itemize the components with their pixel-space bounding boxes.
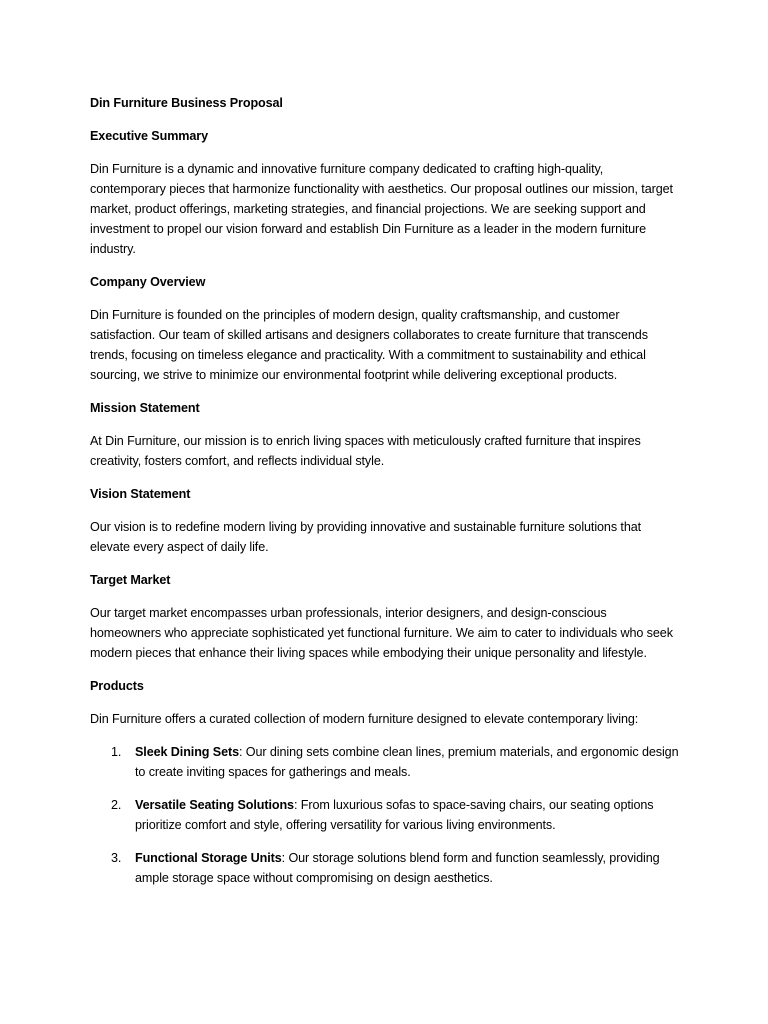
- section-heading-company-overview: Company Overview: [90, 275, 206, 289]
- section-body-products-intro: Din Furniture offers a curated collection of modern furniture designed to elevate contemporary living:: [90, 712, 639, 726]
- section-heading-target-market: Target Market: [90, 573, 171, 587]
- section-body-company-overview: Din Furniture is founded on the principles of modern design, quality craftsmanship, and customer satisfaction. Our team of skilled artisans and designers collaborates to create furniture that transcends trends, focusing on timeless elegance and practicality. With a commitment to sustainability and ethical sourcing, we strive to minimize our environmental footprint while delivering exceptional products.: [90, 308, 648, 382]
- section-body-executive-summary: Din Furniture is a dynamic and innovative furniture company dedicated to crafting high-quality, contemporary pieces that harmonize functionality with aesthetics. Our proposal outlines our mission, target market, product offerings, marketing strategies, and financial projections. We are seeking support and investment to propel our vision forward and establish Din Furniture as a leader in the modern furniture industry.: [90, 162, 673, 256]
- list-item-number: 3.: [111, 851, 122, 865]
- list-item-description: : Our storage solutions blend form and function seamlessly, providing ample storage space without compromising on design aesthetics.: [135, 851, 660, 885]
- list-item-term: Sleek Dining Sets: [135, 745, 239, 759]
- document-title: Din Furniture Business Proposal: [90, 96, 283, 110]
- list-item-description: : From luxurious sofas to space-saving chairs, our seating options prioritize comfort and style, offering versatility for various living environments.: [135, 798, 654, 832]
- products-list: [90, 742, 680, 888]
- list-item-term: Functional Storage Units: [135, 851, 282, 865]
- section-body-vision-statement: Our vision is to redefine modern living by providing innovative and sustainable furniture solutions that elevate every aspect of daily life.: [90, 520, 642, 554]
- section-heading-products: Products: [90, 679, 144, 693]
- section-heading-vision-statement: Vision Statement: [90, 487, 191, 501]
- list-item: [90, 795, 680, 835]
- list-item: [90, 742, 680, 782]
- list-item-description: : Our dining sets combine clean lines, premium materials, and ergonomic design to create inviting spaces for gatherings and meals.: [135, 745, 679, 779]
- list-item-number: 2.: [111, 798, 122, 812]
- list-item-number: 1.: [111, 745, 122, 759]
- list-item: [90, 848, 680, 888]
- document-page: [90, 93, 680, 901]
- section-body-target-market: Our target market encompasses urban professionals, interior designers, and design-conscious homeowners who appreciate sophisticated yet functional furniture. We aim to cater to individuals who seek modern pieces that enhance their living spaces while embodying their unique personality and lifestyle.: [90, 606, 673, 660]
- section-heading-mission-statement: Mission Statement: [90, 401, 200, 415]
- section-body-mission-statement: At Din Furniture, our mission is to enrich living spaces with meticulously crafted furniture that inspires creativity, fosters comfort, and reflects individual style.: [90, 434, 641, 468]
- list-item-term: Versatile Seating Solutions: [135, 798, 294, 812]
- section-heading-executive-summary: Executive Summary: [90, 129, 209, 143]
